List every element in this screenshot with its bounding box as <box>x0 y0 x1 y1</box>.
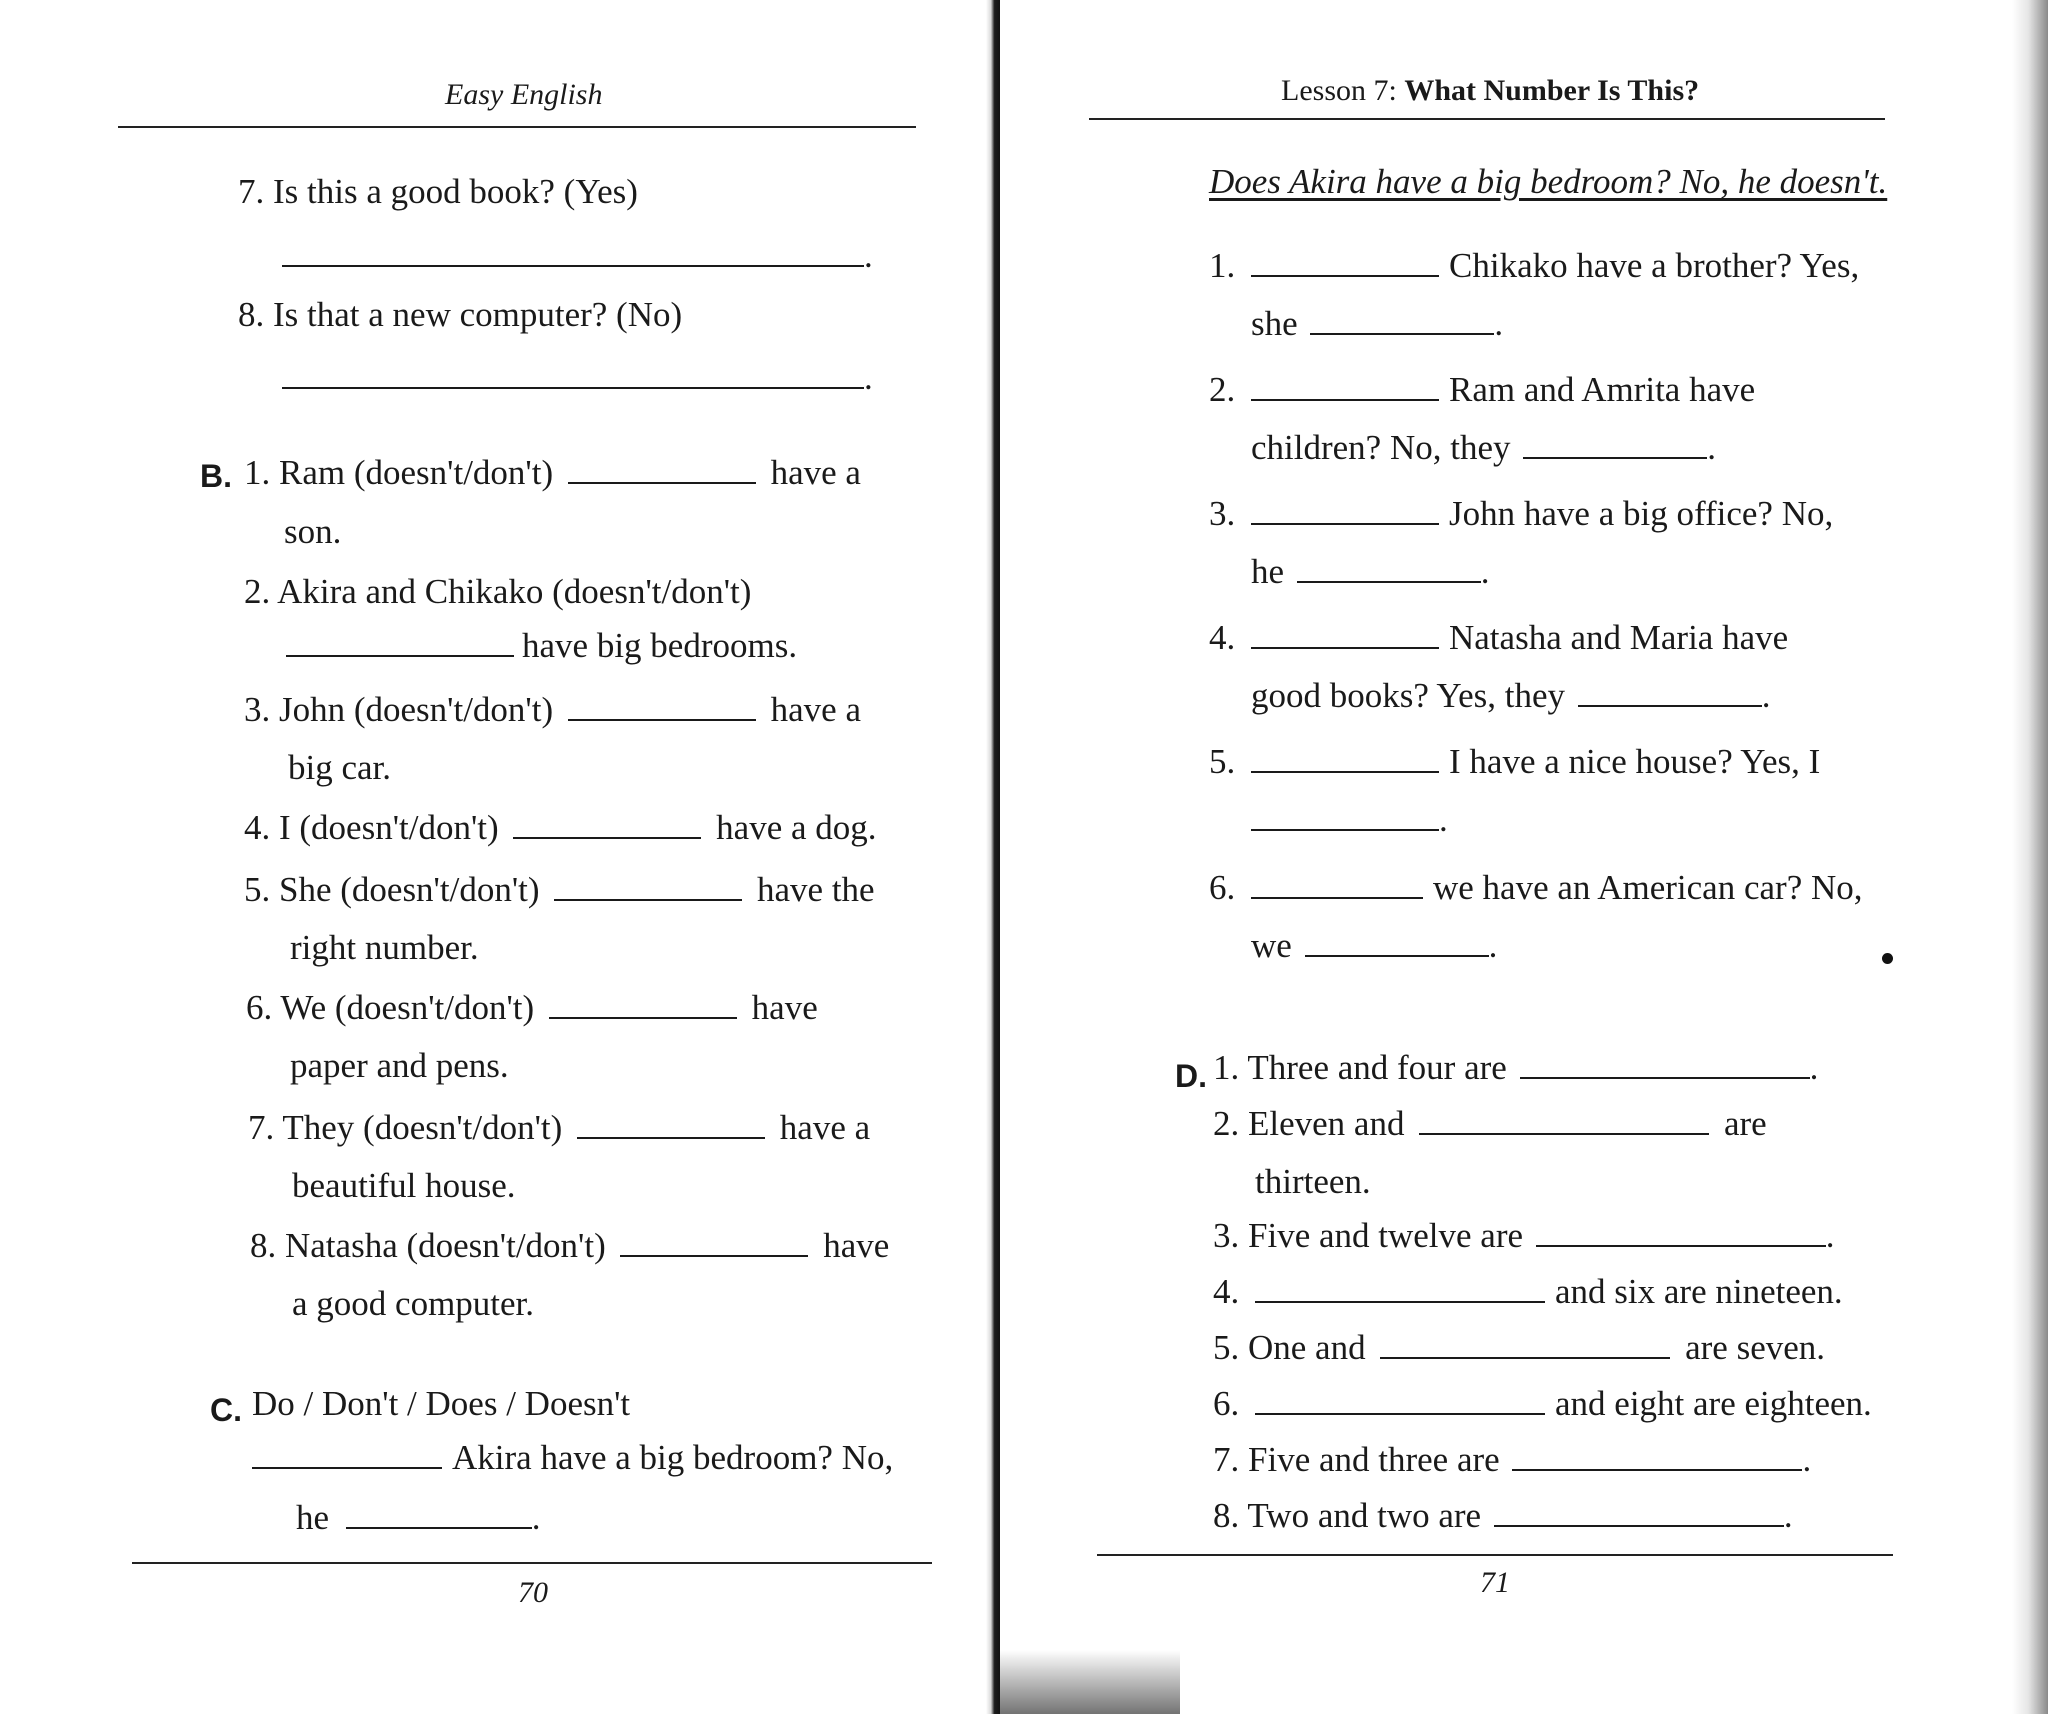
item-text: have a <box>779 1108 871 1147</box>
exercise-item <box>238 172 638 212</box>
item-text: . <box>1809 1048 1819 1087</box>
item-number: 8. <box>250 1226 277 1265</box>
item-text: are seven. <box>1685 1328 1826 1367</box>
exercise-item <box>1209 618 1788 658</box>
item-number: 4. <box>1213 1272 1240 1311</box>
answer-blank[interactable] <box>1251 869 1423 899</box>
item-continuation: paper and pens. <box>290 1046 509 1085</box>
item-continuation: big car. <box>288 748 392 787</box>
item-number: 6. <box>1213 1384 1240 1423</box>
answer-blank[interactable] <box>549 989 737 1019</box>
item-continuation: good books? Yes, they . <box>1251 676 1771 715</box>
item-continuation: thirteen. <box>1255 1162 1371 1201</box>
item-text: Two and two are <box>1247 1496 1482 1535</box>
item-number: 7. <box>1213 1440 1240 1479</box>
answer-blank[interactable] <box>1512 1441 1802 1471</box>
item-number: 6. <box>1209 868 1236 907</box>
footer-rule <box>132 1562 932 1564</box>
exercise-item <box>1213 1272 1843 1312</box>
page-number: 70 <box>518 1576 548 1609</box>
item-text: They (doesn't/don't) <box>282 1108 563 1147</box>
exercise-item <box>250 1226 889 1266</box>
running-header: Easy English <box>445 78 603 111</box>
item-text: he <box>1251 552 1285 591</box>
left-page <box>0 0 985 1714</box>
item-number: 4. <box>244 808 271 847</box>
item-text: Is that a new computer? (No) <box>273 295 683 334</box>
answer-blank[interactable] <box>1494 1497 1784 1527</box>
item-text: have a dog. <box>716 808 877 847</box>
item-number: 3. <box>1213 1216 1240 1255</box>
exercise-item <box>1213 1440 1811 1480</box>
item-continuation: children? No, they . <box>1251 428 1716 467</box>
answer-blank[interactable] <box>1310 305 1494 335</box>
header-title: What Number Is This? <box>1404 74 1700 107</box>
answer-blank[interactable] <box>1251 743 1439 773</box>
answer-blank[interactable] <box>1520 1049 1810 1079</box>
item-text: She (doesn't/don't) <box>279 870 540 909</box>
right-page <box>995 0 2048 1714</box>
item-text: Akira and Chikako (doesn't/don't) <box>277 572 752 611</box>
item-text: Five and three are <box>1248 1440 1500 1479</box>
exercise-item <box>1209 246 1859 286</box>
item-number: 8. <box>238 295 265 334</box>
item-number: 1. <box>1213 1048 1240 1087</box>
item-number: 7. <box>248 1108 275 1147</box>
answer-blank[interactable] <box>1251 371 1439 401</box>
answer-blank[interactable] <box>1251 801 1439 831</box>
item-text: . <box>1802 1440 1812 1479</box>
exercise-item <box>244 572 751 612</box>
exercise-item <box>244 690 861 730</box>
item-continuation: son. <box>284 512 342 551</box>
item-text: I (doesn't/don't) <box>279 808 499 847</box>
item-continuation <box>286 626 797 666</box>
answer-blank[interactable] <box>554 871 742 901</box>
header-rule <box>118 126 916 128</box>
exercise-item <box>238 295 682 335</box>
item-text: Ram and Amrita have <box>1449 370 1756 409</box>
item-number: 5. <box>1213 1328 1240 1367</box>
item-text: have a <box>770 453 861 492</box>
exercise-item <box>1209 494 1833 534</box>
answer-blank[interactable] <box>513 809 701 839</box>
section-label: B. <box>200 458 232 494</box>
item-number: 6. <box>246 988 273 1027</box>
item-text: have a <box>770 690 861 729</box>
item-number: 2. <box>244 572 271 611</box>
stray-mark <box>1882 953 1893 964</box>
footer-rule <box>1097 1554 1893 1556</box>
answer-blank[interactable] <box>252 1439 442 1469</box>
item-number: 8. <box>1213 1496 1240 1535</box>
answer-blank[interactable] <box>1251 495 1439 525</box>
item-number: 4. <box>1209 618 1236 657</box>
item-text: Natasha and Maria have <box>1449 618 1789 657</box>
item-text: good books? Yes, they <box>1251 676 1566 715</box>
example-line: he . <box>296 1498 541 1537</box>
item-continuation: . <box>1251 800 1448 840</box>
item-continuation: a good computer. <box>292 1284 535 1323</box>
item-text: she <box>1251 304 1298 343</box>
item-continuation: right number. <box>290 928 479 967</box>
item-number: 1. <box>1209 246 1236 285</box>
answer-blank[interactable] <box>1255 1385 1545 1415</box>
item-continuation: she . <box>1251 304 1504 343</box>
page-number: 71 <box>1480 1566 1510 1599</box>
item-continuation: beautiful house. <box>292 1166 516 1205</box>
exercise-item <box>1213 1104 1767 1144</box>
answer-blank[interactable] <box>1297 553 1481 583</box>
exercise-item <box>248 1108 870 1148</box>
answer-blank[interactable] <box>1578 677 1762 707</box>
item-text: we <box>1251 926 1292 965</box>
item-number: 2. <box>1209 370 1236 409</box>
item-text: have <box>751 988 818 1027</box>
answer-blank[interactable] <box>1536 1217 1826 1247</box>
item-text: . <box>1825 1216 1835 1255</box>
header-rule <box>1089 118 1885 120</box>
answer-blank[interactable] <box>620 1227 808 1257</box>
section-label: C. <box>210 1392 242 1428</box>
answer-blank[interactable] <box>577 1109 765 1139</box>
answer-blank[interactable] <box>346 1499 532 1529</box>
item-text: have the <box>757 870 875 909</box>
item-text: Natasha (doesn't/don't) <box>285 1226 606 1265</box>
item-text: . <box>1783 1496 1793 1535</box>
answer-blank[interactable] <box>1251 619 1439 649</box>
exercise-item <box>244 808 877 848</box>
item-text: children? No, they <box>1251 428 1511 467</box>
running-header <box>1281 74 1699 108</box>
answer-blank[interactable] <box>568 454 756 484</box>
exercise-item <box>1213 1328 1825 1368</box>
item-continuation: he . <box>1251 552 1490 591</box>
item-number: 3. <box>1209 494 1236 533</box>
item-number: 5. <box>1209 742 1236 781</box>
item-number: 5. <box>244 870 271 909</box>
item-text: and eight are eighteen. <box>1555 1384 1872 1423</box>
item-text: We (doesn't/don't) <box>280 988 535 1027</box>
exercise-item <box>1213 1496 1793 1536</box>
exercise-item <box>1213 1216 1835 1256</box>
item-text: One and <box>1248 1328 1366 1367</box>
answer-blank[interactable] <box>1255 1273 1545 1303</box>
item-text: are <box>1723 1104 1767 1143</box>
exercise-item <box>246 988 818 1028</box>
item-text: Eleven and <box>1248 1104 1405 1143</box>
exercise-item <box>1209 370 1755 410</box>
item-text: Akira have a big bedroom? No, <box>452 1438 894 1477</box>
exercise-item <box>1209 742 1820 782</box>
item-number: 1. <box>244 453 271 492</box>
item-text: Chikako have a brother? Yes, <box>1449 246 1860 285</box>
exercise-item <box>1213 1048 1818 1088</box>
item-continuation: we . <box>1251 926 1498 965</box>
answer-blank[interactable] <box>1305 927 1489 957</box>
answer-blank[interactable] <box>286 627 514 657</box>
answer-blank[interactable] <box>1251 247 1439 277</box>
item-text: he <box>296 1498 330 1537</box>
example-line <box>252 1438 893 1478</box>
item-text: we have an American car? No, <box>1433 868 1863 907</box>
item-number: 3. <box>244 690 271 729</box>
item-text: John (doesn't/don't) <box>279 690 554 729</box>
exercise-item <box>1213 1384 1872 1424</box>
item-text: Five and twelve are <box>1248 1216 1524 1255</box>
item-text: and six are nineteen. <box>1555 1272 1843 1311</box>
answer-blank[interactable] <box>1380 1329 1670 1359</box>
answer-blank[interactable] <box>1523 429 1707 459</box>
exercise-item <box>244 453 861 493</box>
item-text: I have a nice house? Yes, I <box>1449 742 1821 781</box>
item-text: Is this a good book? (Yes) <box>273 172 638 211</box>
item-number: 7. <box>238 172 265 211</box>
item-text: John have a big office? No, <box>1449 494 1834 533</box>
item-text: have big bedrooms. <box>522 626 798 665</box>
exercise-item <box>244 870 875 910</box>
answer-line[interactable]: . <box>282 236 873 276</box>
example-sentence: Does Akira have a big bedroom? No, he doesn't. <box>1209 162 1888 201</box>
answer-blank[interactable] <box>568 691 756 721</box>
section-title: Do / Don't / Does / Doesn't <box>252 1384 631 1423</box>
item-text: have <box>823 1226 890 1265</box>
item-text: Three and four are <box>1247 1048 1507 1087</box>
item-text: Ram (doesn't/don't) <box>279 453 554 492</box>
exercise-item <box>1209 868 1863 908</box>
section-label: D. <box>1175 1058 1207 1094</box>
answer-blank[interactable] <box>1419 1105 1709 1135</box>
header-prefix: Lesson 7: <box>1281 74 1397 107</box>
item-number: 2. <box>1213 1104 1240 1143</box>
answer-line[interactable]: . <box>282 358 873 398</box>
